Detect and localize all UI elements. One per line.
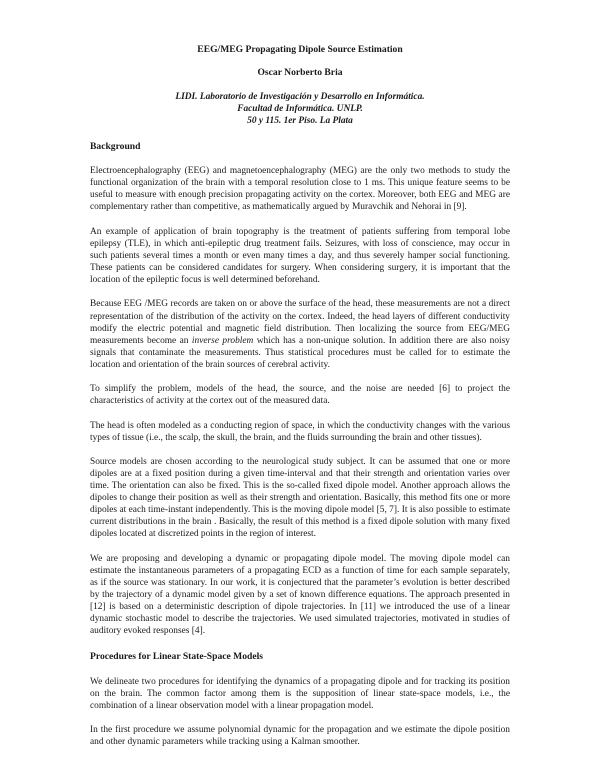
paragraph-propagating-dipole: We are proposing and developing a dynamic or propagating dipole model. The moving dipole model can estimate the instantaneous parameters of a propagating ECD as a function of time for each sample separately, as if the source was stationary. In our work, it is conjectured that the parameter’s evolution is better described by the trajectory of a dynamic model given by a set of known difference equations. The approach presented in [12] is based on a deterministic description of dipole trajectories. In [11] we introduced the use of a linear dynamic stochastic model to describe the trajectories. We used simulated trajectories, motivated in studies of auditory evoked responses [4].	[90, 553, 510, 637]
author-name: Oscar Norberto Bria	[257, 67, 343, 78]
section-heading-procedures: Procedures for Linear State-Space Models	[90, 651, 264, 663]
affiliation-line-3: 50 y 115. 1er Piso. La Plata	[247, 116, 353, 126]
affiliation-line-2: Facultad de Informática. UNLP.	[237, 104, 363, 114]
paper-title: EEG/MEG Propagating Dipole Source Estimation	[197, 44, 403, 55]
paragraph-first-procedure: In the first procedure we assume polynomial dynamic for the propagation and we estimate the dipole position and other dynamic parameters while tracking using a Kalman smoother.	[90, 725, 510, 748]
paragraph-head-model: The head is often modeled as a conducting region of space, in which the conductivity changes with the various types of tissue (i.e., the scalp, the skull, the brain, and the fluids surrounding the brain and other tissues).	[90, 420, 510, 443]
paragraph-epilepsy: An example of application of brain topography is the treatment of patients suffering from temporal lobe epilepsy (TLE), in which anti-epileptic drug treatment fails. Seizures, with loss of conscience, may occur in such patients several times a month or even many times a day, and thus severely hamper social functioning. These patients can be considered candidates for surgery. When considering surgery, it is important that the location of the epileptic focus is well determined beforehand.	[90, 226, 510, 286]
paragraph-inverse-problem-text-a: Because EEG /MEG records are taken on or above the surface of the head, these measurements are not a direct representation of the distribution of the activity on the cortex. Indeed, the head layers of different conductivity modify the electric potential and magnetic field distribution. Then localizing the source from EEG/MEG measurements become an	[90, 299, 510, 346]
inverse-problem-emphasis: inverse problem	[191, 335, 254, 346]
paper-page	[90, 44, 510, 748]
affiliation	[90, 91, 510, 127]
paragraph-inverse-problem	[90, 298, 510, 371]
section-heading-background: Background	[90, 141, 141, 152]
affiliation-line-1: LIDI. Laboratorio de Investigación y Desarrollo en Informática.	[175, 92, 425, 102]
paragraph-inverse-problem-text-b: which has a non-unique solution. In addition there are also noisy signals that contaminate the measurements. Thus statistical procedures must be called for to estimate the location and orientation of the brain sources of cerebral activity.	[90, 335, 510, 370]
paragraph-models: To simplify the problem, models of the head, the source, and the noise are needed [6] to project the characteristics of activity at the cortex out of the measured data.	[90, 384, 510, 407]
paragraph-intro: Electroencephalography (EEG) and magnetoencephalography (MEG) are the only two methods to study the functional organization of the brain with a temporal resolution close to 1 ms. This unique feature seems to be useful to measure with enough precision propagating activity on the cortex. Moreover, both EEG and MEG are complementary rather than competitive, as mathematically argued by Muravchik and Nehorai in [9].	[90, 166, 510, 213]
paragraph-source-models: Source models are chosen according to the neurological study subject. It can be assumed that one or more dipoles are at a fixed position during a given time-interval and that their strength and orientation varies over time. The orientation can also be fixed. This is the so-called fixed dipole model. Another approach allows the dipoles to change their position as well as their strength and orientation. Basically, this method fits one or more dipoles at each time-instant independently. This is the moving dipole model [5, 7]. It is also possible to estimate current distributions in the brain . Basically, the result of this method is a fixed dipole solution with many fixed dipoles located at discretized points in the region of interest.	[90, 456, 510, 540]
paragraph-procedures-intro: We delineate two procedures for identifying the dynamics of a propagating dipole and for tracking its position on the brain. The common factor among them is the supposition of linear state-space models, i.e., the combination of a linear observation model with a linear propagation model.	[90, 676, 510, 711]
